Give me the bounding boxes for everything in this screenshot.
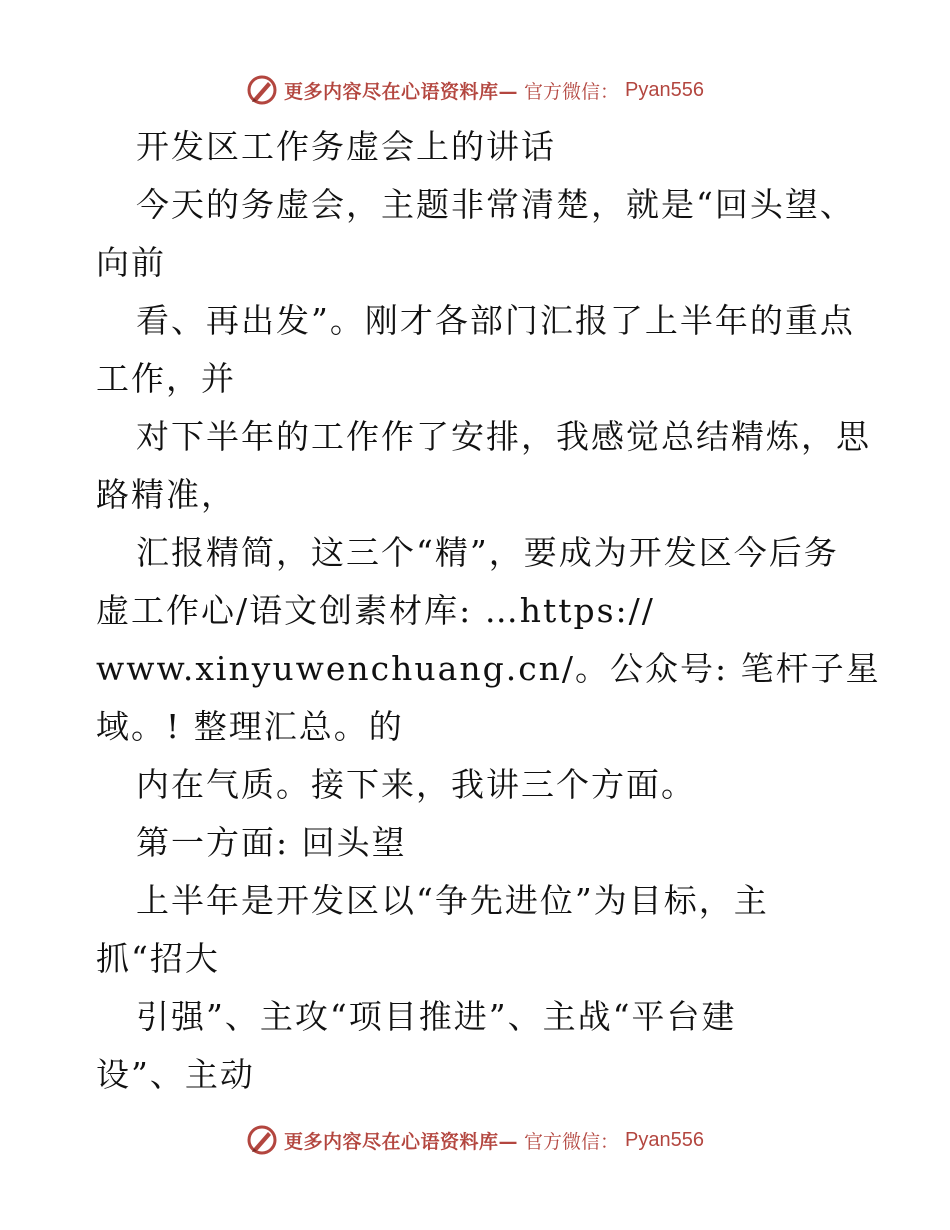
paragraph-line: www.xinyuwenchuang.cn/。公众号: 笔杆子星: [96, 649, 881, 688]
paragraph-line: 上半年是开发区以“争先进位”为目标，主: [136, 881, 769, 920]
pen-logo-icon: [246, 1124, 278, 1156]
banner-wechat-id: Pyan556: [625, 78, 704, 101]
header-banner-content: [246, 74, 704, 106]
paragraph-line: 向前: [96, 243, 166, 282]
paragraph-line: 路精准，: [96, 475, 236, 514]
paragraph-line: 今天的务虚会，主题非常清楚，就是“回头望、: [136, 185, 855, 224]
paragraph-line: 域。! 整理汇总。的: [96, 707, 404, 746]
paragraph-line: 设”、主动: [96, 1055, 255, 1094]
header-banner: [0, 70, 950, 110]
footer-banner-content: [246, 1124, 704, 1156]
paragraph-line: 对下半年的工作作了安排，我感觉总结精炼，思: [136, 417, 871, 456]
paragraph-line: 引强”、主攻“项目推进”、主战“平台建: [136, 997, 737, 1036]
paragraph-line: 工作，并: [96, 359, 236, 398]
paragraph-line: 抓“招大: [96, 939, 220, 978]
paragraph-line: 看、再出发”。刚才各部门汇报了上半年的重点: [136, 301, 855, 340]
banner-text: 更多内容尽在心语资料库—: [284, 1130, 519, 1153]
section-heading: 第一方面: 回头望: [136, 823, 407, 862]
paragraph-line: 汇报精简，这三个“精”，要成为开发区今后务: [136, 533, 839, 572]
pen-logo-icon: [246, 74, 278, 106]
document-title: 开发区工作务虚会上的讲话: [136, 127, 556, 166]
banner-wechat-label: 官方微信：: [524, 80, 620, 103]
paragraph-line: 内在气质。接下来，我讲三个方面。: [136, 765, 696, 804]
banner-wechat-label: 官方微信：: [524, 1130, 620, 1153]
paragraph-line: 虚工作心/语文创素材库: …https://: [96, 591, 655, 630]
banner-wechat-id: Pyan556: [625, 1128, 704, 1151]
document-body: [96, 118, 881, 1104]
banner-text: 更多内容尽在心语资料库—: [284, 80, 519, 103]
footer-banner: [0, 1120, 950, 1160]
